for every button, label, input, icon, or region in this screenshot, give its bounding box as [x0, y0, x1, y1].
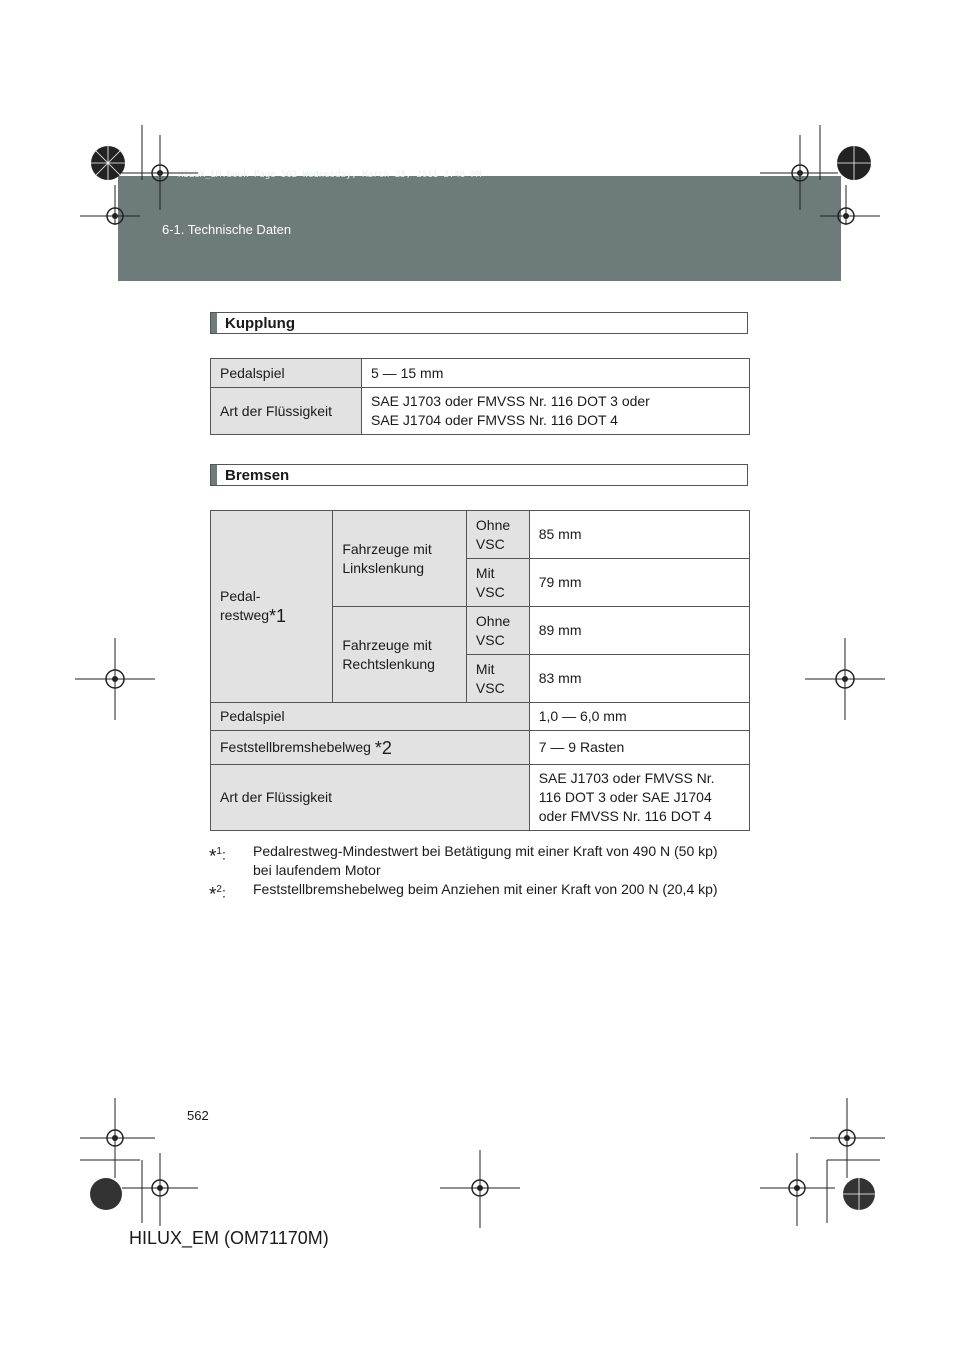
document-id: HILUX_EM (OM71170M): [129, 1228, 329, 1248]
table-cell-label: Art der Flüssigkeit: [211, 765, 530, 831]
table-cell-variant: Mit VSC: [466, 559, 529, 607]
table-cell-variant: Mit VSC: [466, 655, 529, 703]
table-cell-value: 5 — 15 mm: [362, 359, 750, 388]
table-cell-variant: Ohne VSC: [466, 511, 529, 559]
table-cell-label: Art der Flüssigkeit: [211, 388, 362, 435]
table-cell-label: Feststellbremshebelweg *2: [211, 731, 530, 765]
registration-mark-bottom-center: [440, 1150, 520, 1230]
table-cell-value: SAE J1703 oder FMVSS Nr. 116 DOT 3 oder SAE J1704 oder FMVSS Nr. 116 DOT 4: [362, 388, 750, 435]
footnote-mark: *1: [269, 606, 287, 626]
table-cell-variant: Ohne VSC: [466, 607, 529, 655]
section-heading-kupplung: [210, 312, 748, 334]
footnote-mark: *2: [374, 737, 392, 758]
registration-mark-bottom-right: [755, 1098, 885, 1228]
page-number: 562: [187, 1108, 209, 1123]
table-row: [211, 731, 750, 765]
table-cell-value: 1,0 — 6,0 mm: [529, 703, 749, 731]
table-cell-group-label: Fahrzeuge mit Rechtslenkung: [333, 607, 467, 703]
print-metadata: HILUX_EM.book Page 562 Wednesday, March 23, 2011 2:48 PM: [178, 170, 482, 180]
section-title: 6-1. Technische Daten: [162, 222, 292, 237]
table-cell-value: SAE J1703 oder FMVSS Nr. 116 DOT 3 oder SAE J1704 oder FMVSS Nr. 116 DOT 4: [529, 765, 749, 831]
table-cell-value: 79 mm: [529, 559, 749, 607]
table-cell-value: 85 mm: [529, 511, 749, 559]
bremsen-table: [210, 510, 750, 831]
section-heading-text: Kupplung: [225, 315, 295, 332]
table-cell-label: Pedalspiel: [211, 359, 362, 388]
table-row: [211, 703, 750, 731]
footnotes: [209, 842, 754, 905]
registration-mark-top-right: [740, 125, 880, 225]
table-row: [211, 511, 750, 559]
section-heading-bremsen: [210, 464, 748, 486]
registration-mark-top-left: [80, 125, 300, 225]
registration-mark-mid-left: [75, 638, 155, 720]
registration-mark-mid-right: [805, 638, 885, 720]
footnote-marker: *$^2$:: [209, 884, 226, 906]
table-row: [211, 359, 750, 388]
table-row: [211, 388, 750, 435]
section-heading-text: Bremsen: [225, 467, 290, 484]
footnote-1: *$^1$: Pedalrestweg-Mindestwert bei Betätigung mit einer Kraft von 490 N (50 kp) bei laufendem Motor: [209, 843, 718, 878]
table-cell-value: 83 mm: [529, 655, 749, 703]
table-cell-pedal-restweg: Pedal- restweg*1: [211, 511, 333, 703]
table-cell-value: 89 mm: [529, 607, 749, 655]
table-cell-label: Pedalspiel: [211, 703, 530, 731]
table-cell-value: 7 — 9 Rasten: [529, 731, 749, 765]
kupplung-table: [210, 358, 750, 435]
footnote-marker: *$^1$:: [209, 846, 226, 868]
footnote-2: *$^2$: Feststellbremshebelweg beim Anziehen mit einer Kraft von 200 N (20,4 kp): [209, 881, 718, 906]
table-row: [211, 765, 750, 831]
table-cell-group-label: Fahrzeuge mit Linkslenkung: [333, 511, 467, 607]
